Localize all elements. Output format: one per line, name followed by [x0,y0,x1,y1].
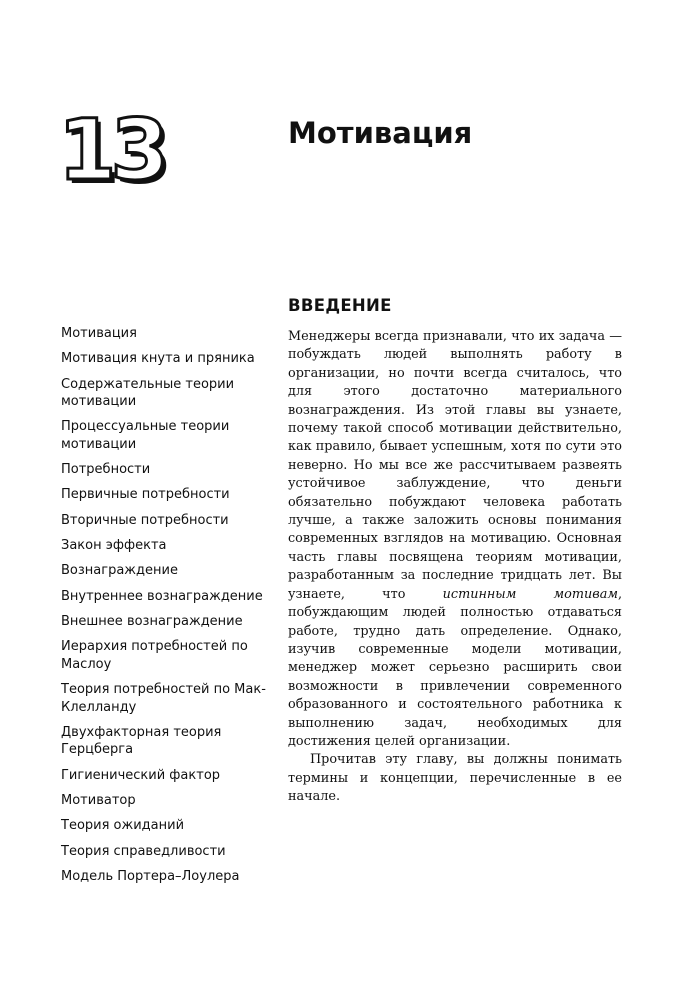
key-term: Мотивация [61,326,137,341]
closing-paragraph: Прочитав эту главу, вы должны понимать термины и концепции, перечисленные в ее начале. [288,752,622,805]
key-term: Теория ожиданий [61,818,185,834]
key-term: Мотиватор [61,792,136,808]
chapter-title: Мотивация [288,116,473,150]
key-term: Модель Портера–Лоулера [61,868,240,884]
key-term: Мотивация кнута и пряника [61,351,255,367]
key-terms-list [61,325,271,893]
key-term: Внутреннее вознаграждение [61,588,263,604]
section-heading: ВВЕДЕНИЕ [288,296,392,315]
paragraph-text: Менеджеры всегда признавали, что их задача — побуждать людей выполнять работу в организации, но почти всегда считалось, что для этого достаточно материального вознаграждения. Из этой главы вы узнаете, почему такой способ мотивации действительно, как правило, бывает успешным, хотя по сути это неверно. Но мы все же рассчитываем развеять устойчивое заблуждение, что деньги обязательно побуждают человека работать лучше, а также заложить основы понимания современных взглядов на мотивацию. Основная часть главы посвящена теориям мотивации, разработанным за последние тридцать лет. Вы узнаете, что [288,329,622,602]
introduction-paragraph [288,328,622,751]
key-term: Внешнее вознаграждение [61,613,243,629]
key-term: Вознаграждение [61,563,178,579]
key-term: Теория справедливости [61,843,226,859]
introduction-text [288,328,622,807]
emphasized-term: истинным мотивам [442,586,618,602]
key-term: Гигиенический фактор [61,767,221,783]
key-term: Вторичные потребности [61,512,229,528]
paragraph-text: , побуждающим людей полностью отдаваться работе, трудно дать определение. Однако, изучив современные модели мотивации, менеджер может серьезно расширить свои возможности в привлечении современного образованного и состоятельного работника к выполнению задач, необходимых для достижения целей организации. [288,586,623,749]
key-term: Иерархия потребностей по Маслоу [61,639,248,672]
key-term: Теория потребностей по Мак-Клелланду [61,682,266,715]
key-term: Первичные потребности [61,487,230,503]
key-term: Потребности [61,462,151,478]
key-term: Двухфакторная теория Герцберга [61,724,222,758]
key-term: Закон эффекта [61,538,167,554]
key-term: Процессуальные теории мотивации [61,419,230,452]
key-term: Содержательные теории мотивации [61,376,235,410]
chapter-number: 13 [58,101,163,199]
